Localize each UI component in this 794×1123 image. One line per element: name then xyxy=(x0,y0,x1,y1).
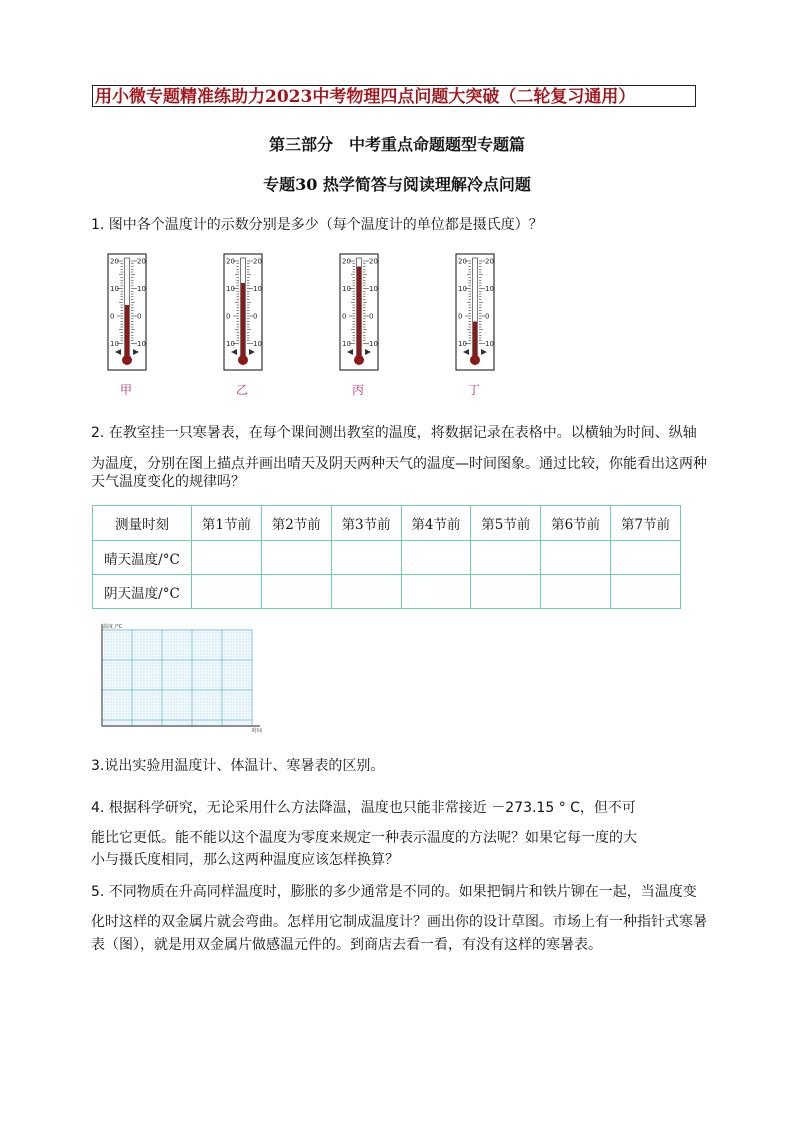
tick-label: 20 xyxy=(369,257,378,266)
tick-label: 10 xyxy=(485,285,494,293)
table-cell[interactable] xyxy=(611,575,681,609)
tick-label: 10 xyxy=(253,340,262,348)
table-cell[interactable] xyxy=(261,541,331,575)
question-4-line-1: 4. 根据科学研究，无论采用什么方法降温，温度也只能非常接近 －273.15 ° C，但不可 xyxy=(91,800,636,816)
table-header-cell: 第2节前 xyxy=(261,506,331,541)
tick-label: 10 xyxy=(226,285,235,293)
table-header-cell: 第7节前 xyxy=(611,506,681,541)
table-cell[interactable] xyxy=(401,541,471,575)
tick-label: 0 xyxy=(369,312,374,321)
table-cell[interactable] xyxy=(471,575,541,609)
tick-label: 10 xyxy=(458,285,467,293)
tick-label: 10 xyxy=(369,285,378,293)
tick-label: 10 xyxy=(226,340,235,348)
thermometer-label-jia: 甲 xyxy=(119,383,132,397)
table-row-sunny xyxy=(93,541,681,575)
tick-label: 10 xyxy=(342,285,351,293)
tick-label: 10 xyxy=(458,340,467,348)
thermometer-label-bing: 丙 xyxy=(351,383,364,397)
topic-title: 专题30 热学简答与阅读理解冷点问题 xyxy=(263,175,531,194)
row-label-sunny: 晴天温度/°C xyxy=(93,541,192,575)
graph-y-label: 温度 /°C xyxy=(103,624,123,630)
table-header-cell: 第4节前 xyxy=(401,506,471,541)
tick-label: 10 xyxy=(485,340,494,348)
tick-label: 20 xyxy=(137,257,146,266)
table-cell[interactable] xyxy=(401,575,471,609)
table-header-cell: 第6节前 xyxy=(541,506,611,541)
tick-label: 20 xyxy=(110,257,119,266)
table-header-cell: 测量时刻 xyxy=(93,506,192,541)
tick-label: 0 xyxy=(110,312,115,321)
thermometer-bulb xyxy=(470,355,480,365)
table-cell[interactable] xyxy=(471,541,541,575)
question-2-line-2: 为温度，分别在图上描点并画出晴天及阴天两种天气的温度—时间图象。通过比较，你能看出这两种 xyxy=(91,456,707,472)
table-cell[interactable] xyxy=(331,541,401,575)
series-banner: 用小微专题精准练助力2023中考物理四点问题大突破（二轮复习通用） xyxy=(92,85,696,107)
question-5-line-1: 5. 不同物质在升高同样温度时，膨胀的多少通常是不同的。如果把铜片和铁片铆在一起，当温度变 xyxy=(91,884,697,900)
table-header-cell: 第1节前 xyxy=(192,506,262,541)
tick-label: 10 xyxy=(253,285,262,293)
thermometer-bulb xyxy=(238,355,248,365)
row-label-cloudy: 阴天温度/°C xyxy=(93,575,192,609)
tick-label: 10 xyxy=(342,340,351,348)
temperature-time-graph xyxy=(95,620,275,735)
question-4-line-2: 能比它更低。能不能以这个温度为零度来规定一种表示温度的方法呢？如果它每一度的大 xyxy=(91,830,637,846)
tick-label: 10 xyxy=(369,340,378,348)
mercury-column xyxy=(473,322,477,357)
question-2-line-3: 天气温度变化的规律吗？ xyxy=(91,474,245,490)
thermometer-bulb xyxy=(354,355,364,365)
table-cell[interactable] xyxy=(261,575,331,609)
table-header-cell: 第3节前 xyxy=(331,506,401,541)
table-cell[interactable] xyxy=(611,541,681,575)
question-3: 3.说出实验用温度计、体温计、寒暑表的区别。 xyxy=(91,758,385,774)
question-5-line-3: 表（图），就是用双金属片做感温元件的。到商店去看一看，有没有这样的寒暑表。 xyxy=(91,937,602,953)
mercury-column xyxy=(357,267,361,357)
table-cell[interactable] xyxy=(541,575,611,609)
tick-label: 0 xyxy=(253,312,258,321)
tick-label: 0 xyxy=(342,312,347,321)
question-2-line-1: 2. 在教室挂一只寒暑表，在每个课间测出教室的温度，将数据记录在表格中。以横轴为时间、纵轴 xyxy=(91,425,697,441)
table-cell[interactable] xyxy=(331,575,401,609)
table-cell[interactable] xyxy=(541,541,611,575)
tick-label: 10 xyxy=(110,285,119,293)
question-5-line-2: 化时这样的双金属片就会弯曲。怎样用它制成温度计？画出你的设计草图。市场上有一种指针式寒暑 xyxy=(91,914,707,930)
thermometer-figure xyxy=(0,0,794,400)
table-header-cell: 第5节前 xyxy=(471,506,541,541)
tick-label: 10 xyxy=(137,285,146,293)
tick-label: 20 xyxy=(226,257,235,266)
question-1: 1. 图中各个温度计的示数分别是多少（每个温度计的单位都是摄氏度）？ xyxy=(91,217,543,233)
temperature-record-table xyxy=(92,505,681,609)
tick-label: 0 xyxy=(137,312,142,321)
thermometer-label-yi: 乙 xyxy=(235,383,248,397)
tick-label: 20 xyxy=(485,257,494,266)
mercury-column xyxy=(241,283,245,356)
table-header-row xyxy=(93,506,681,541)
mercury-column xyxy=(125,305,129,356)
tick-label: 0 xyxy=(485,312,490,321)
tick-label: 10 xyxy=(137,340,146,348)
tick-label: 20 xyxy=(253,257,262,266)
graph-x-label: 时间 xyxy=(252,728,263,734)
tick-label: 20 xyxy=(458,257,467,266)
tick-label: 10 xyxy=(110,340,119,348)
table-cell[interactable] xyxy=(192,575,262,609)
part-title: 第三部分 中考重点命题题型专题篇 xyxy=(268,135,525,154)
table-row-cloudy xyxy=(93,575,681,609)
thermometer-bulb xyxy=(122,355,132,365)
tick-label: 0 xyxy=(226,312,231,321)
thermometer-label-ding: 丁 xyxy=(467,383,480,397)
table-cell[interactable] xyxy=(192,541,262,575)
question-4-line-3: 小与摄氏度相同，那么这两种温度应该怎样换算？ xyxy=(91,852,399,868)
tick-label: 20 xyxy=(342,257,351,266)
tick-label: 0 xyxy=(458,312,463,321)
